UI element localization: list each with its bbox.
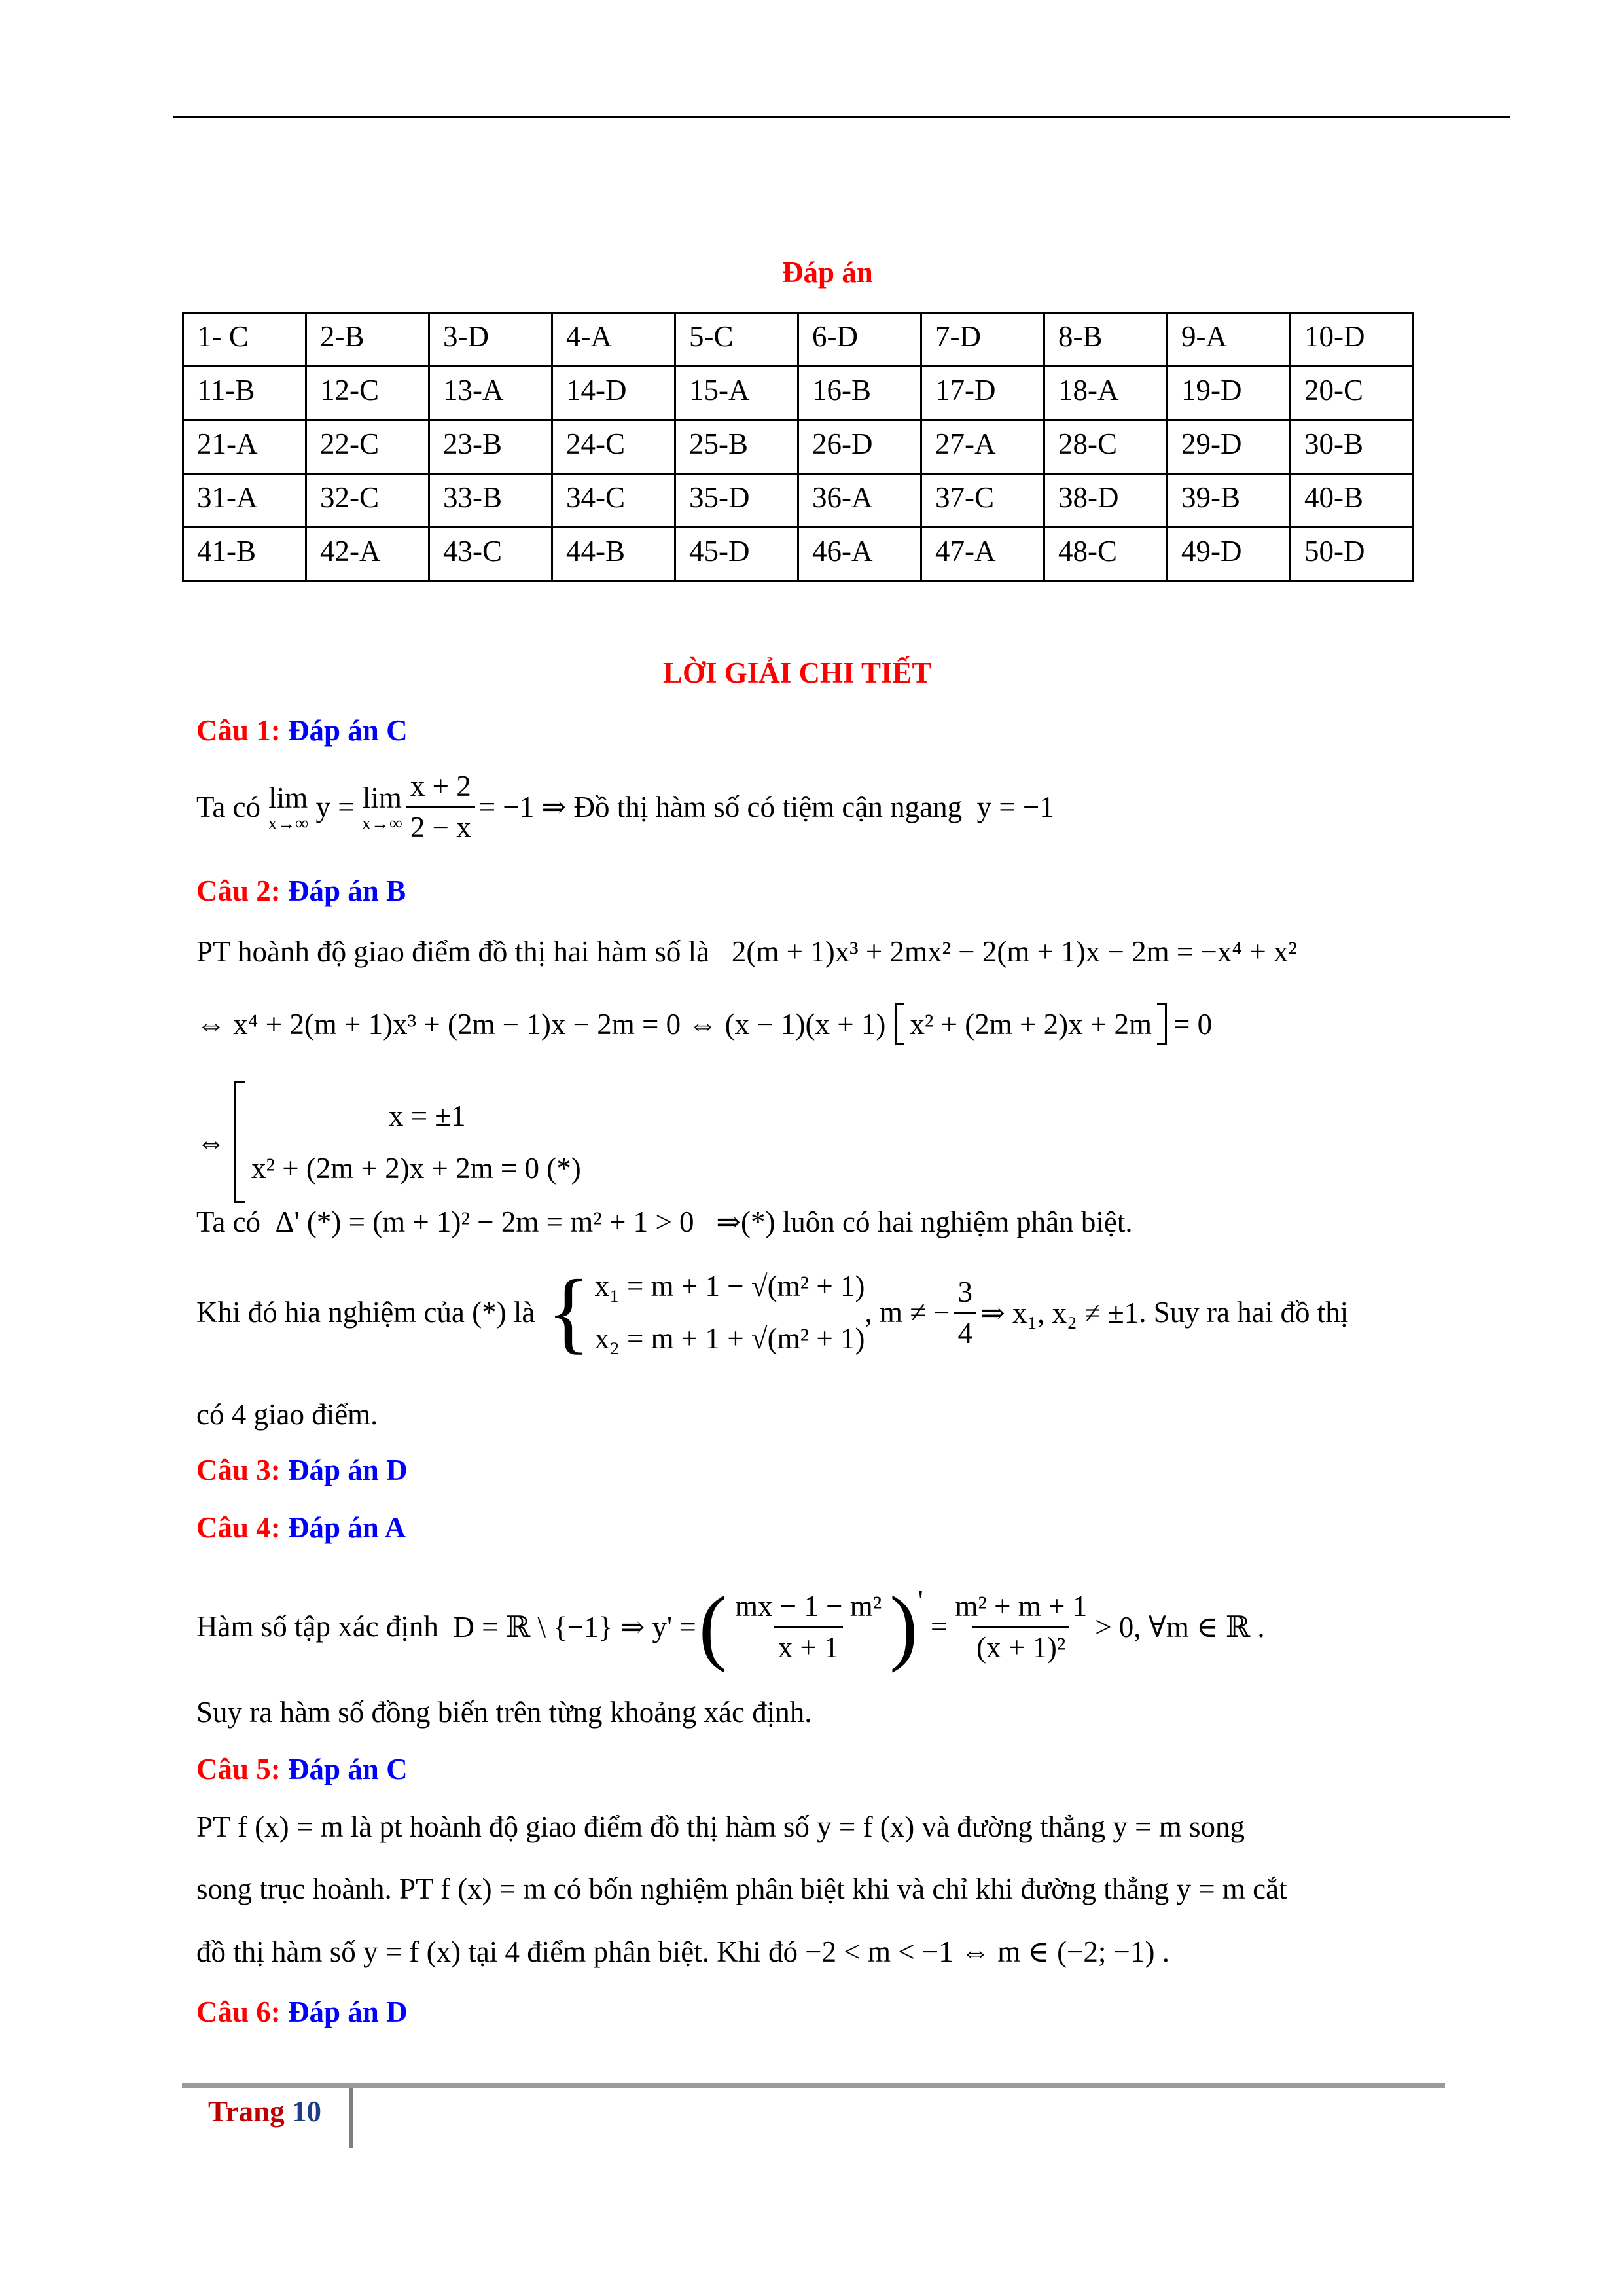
q2-sys-line1: x = ±1 <box>389 1100 466 1132</box>
q5-line2: song trục hoành. PT f (x) = m có bốn nghiệm phân biệt khi và chỉ khi đường thẳng y = m cắt <box>196 1873 1287 1905</box>
q4-open-paren: ( <box>698 1579 728 1674</box>
q2-sys-bracket <box>234 1081 245 1203</box>
answer-cell: 31-A <box>183 474 306 528</box>
q4-result-fraction: $\frac{\text{m² + m + 1}}{\text{(x + 1)²}}$ <box>955 1589 1088 1664</box>
answer-cell: 17-D <box>921 367 1044 420</box>
q2-roots-line <box>196 1260 1348 1365</box>
answer-cell: 16-B <box>798 367 921 420</box>
q2-line2-end: = 0 <box>1173 1008 1213 1041</box>
q2-close-bracket <box>1157 1003 1167 1045</box>
answer-cell: 13-A <box>429 367 552 420</box>
q4-inner-fraction: $\frac{\text{mx − 1 − m²}}{x + 1}$ <box>735 1589 882 1664</box>
answer-cell: 25-B <box>675 420 798 474</box>
q2-line1-math: 2(m + 1)x³ + 2mx² − 2(m + 1)x − 2m = −x⁴ + x² <box>731 935 1297 968</box>
q1-asymptote: y = −1 <box>976 790 1054 823</box>
answer-cell: 29-D <box>1168 420 1291 474</box>
answer-cell: 37-C <box>921 474 1044 528</box>
answer-cell: 18-A <box>1044 367 1168 420</box>
q2-root1: x₁ = m + 1 − √(m² + 1) <box>594 1270 865 1302</box>
q5-heading <box>196 1752 408 1786</box>
answer-cell: 19-D <box>1168 367 1291 420</box>
answer-row <box>183 367 1414 420</box>
q2-cond-fraction: $\frac{3}{4}$ <box>954 1275 977 1350</box>
q2-delta-prefix: Ta có <box>196 1206 261 1238</box>
answer-cell: 23-B <box>429 420 552 474</box>
q5-answer: Đáp án C <box>288 1753 408 1785</box>
q4-label: Câu 4: <box>196 1511 281 1544</box>
q2-sys-symbol: ⇔ <box>196 1126 226 1158</box>
q2-roots-prefix: Khi đó hia nghiệm của (*) là <box>196 1296 535 1329</box>
answer-cell: 32-C <box>306 474 429 528</box>
answer-cell: 45-D <box>675 528 798 581</box>
q2-line1-text: PT hoành độ giao điểm đồ thị hai hàm số là <box>196 935 710 968</box>
q2-cond-prefix: , m ≠ − <box>865 1296 950 1329</box>
q1-label: Câu 1: <box>196 714 281 747</box>
q6-label: Câu 6: <box>196 1996 281 2028</box>
answer-cell: 43-C <box>429 528 552 581</box>
answer-cell: 33-B <box>429 474 552 528</box>
answer-cell: 1- C <box>183 313 306 367</box>
q4-conclusion: Suy ra hàm số đồng biến trên từng khoảng xác định. <box>196 1696 812 1729</box>
q2-root2: x₂ = m + 1 + √(m² + 1) <box>594 1322 865 1355</box>
q1-lim-2: lim x→∞ <box>361 781 402 834</box>
answer-cell: 30-B <box>1291 420 1414 474</box>
footer-rule <box>182 2083 1445 2088</box>
answer-cell: 36-A <box>798 474 921 528</box>
solutions-title: LỜI GIẢI CHI TIẾT <box>663 656 932 689</box>
q4-line <box>196 1579 1265 1674</box>
answer-row <box>183 313 1414 367</box>
q3-answer: Đáp án D <box>288 1454 408 1486</box>
answer-cell: 7-D <box>921 313 1044 367</box>
q3-heading <box>196 1453 408 1487</box>
footer-divider <box>349 2088 353 2148</box>
answer-cell: 15-A <box>675 367 798 420</box>
answer-cell: 5-C <box>675 313 798 367</box>
q2-roots-suffix: . Suy ra hai đồ thị <box>1139 1296 1349 1329</box>
answer-cell: 34-C <box>552 474 675 528</box>
q5-line3: đồ thị hàm số y = f (x) tại 4 điểm phân biệt. Khi đó −2 < m < −1 ⇔ m ∈ (−2; −1) . <box>196 1935 1170 1968</box>
q1-result: = −1 ⇒ <box>478 791 567 823</box>
header-rule <box>173 116 1510 118</box>
answer-cell: 22-C <box>306 420 429 474</box>
answer-cell: 11-B <box>183 367 306 420</box>
q2-delta-suffix: ⇒(*) luôn có hai nghiệm phân biệt. <box>716 1206 1133 1238</box>
q2-sys-line2: x² + (2m + 2)x + 2m = 0 (*) <box>251 1152 581 1185</box>
answer-cell: 14-D <box>552 367 675 420</box>
q4-domain: D = ℝ \ {−1} ⇒ y' = <box>453 1610 696 1643</box>
answer-cell: 27-A <box>921 420 1044 474</box>
answer-cell: 28-C <box>1044 420 1168 474</box>
answer-cell: 42-A <box>306 528 429 581</box>
answer-cell: 20-C <box>1291 367 1414 420</box>
q4-result-tail: > 0, ∀m ∈ ℝ . <box>1095 1610 1265 1643</box>
answer-cell: 12-C <box>306 367 429 420</box>
answer-cell: 38-D <box>1044 474 1168 528</box>
q1-text-prefix: Ta có <box>196 790 261 823</box>
q4-text-prefix: Hàm số tập xác định <box>196 1610 438 1643</box>
answer-cell: 41-B <box>183 528 306 581</box>
answer-cell: 40-B <box>1291 474 1414 528</box>
answer-cell: 50-D <box>1291 528 1414 581</box>
q2-system <box>196 1081 581 1203</box>
q2-conclusion: có 4 giao điểm. <box>196 1398 378 1431</box>
answer-row <box>183 420 1414 474</box>
answer-cell: 35-D <box>675 474 798 528</box>
footer-label: Trang <box>208 2095 285 2128</box>
q2-line2-math: ⇔ x⁴ + 2(m + 1)x³ + (2m − 1)x − 2m = 0 ⇔ (x − 1)(x + 1) <box>196 1008 886 1041</box>
q2-delta-math: Δ' (*) = (m + 1)² − 2m = m² + 1 > 0 <box>275 1206 694 1238</box>
q2-answer: Đáp án B <box>288 874 406 907</box>
q2-open-bracket <box>895 1003 904 1045</box>
q4-answer: Đáp án A <box>288 1511 406 1544</box>
answer-cell: 21-A <box>183 420 306 474</box>
answer-row <box>183 528 1414 581</box>
q1-y-eq: y = <box>315 790 355 823</box>
answer-cell: 8-B <box>1044 313 1168 367</box>
q2-line1 <box>196 935 1297 969</box>
answer-key-table <box>182 312 1414 582</box>
answer-cell: 6-D <box>798 313 921 367</box>
answer-key-title: Đáp án <box>782 256 873 289</box>
q1-fraction: $\frac{x + 2}{2 - x}$ <box>406 769 475 844</box>
q5-line1: PT f (x) = m là pt hoành độ giao điểm đồ thị hàm số y = f (x) và đường thẳng y = m song <box>196 1810 1245 1843</box>
q1-heading <box>196 713 408 747</box>
q4-close-paren: ) <box>889 1579 918 1674</box>
q2-label: Câu 2: <box>196 874 281 907</box>
answer-cell: 47-A <box>921 528 1044 581</box>
answer-cell: 26-D <box>798 420 921 474</box>
q6-answer: Đáp án D <box>288 1996 408 2028</box>
page-number: 10 <box>291 2095 321 2128</box>
q1-text-suffix: Đồ thị hàm số có tiệm cận ngang <box>573 790 963 823</box>
answer-cell: 24-C <box>552 420 675 474</box>
answer-cell: 48-C <box>1044 528 1168 581</box>
q4-prime: ' <box>918 1585 923 1617</box>
q2-roots-brace: { <box>546 1261 591 1363</box>
answer-cell: 2-B <box>306 313 429 367</box>
answer-cell: 9-A <box>1168 313 1291 367</box>
answer-cell: 39-B <box>1168 474 1291 528</box>
q1-lim-1: lim x→∞ <box>268 781 309 834</box>
q5-label: Câu 5: <box>196 1753 281 1785</box>
q2-line2-bracket: x² + (2m + 2)x + 2m <box>910 1008 1152 1041</box>
answer-cell: 10-D <box>1291 313 1414 367</box>
answer-cell: 3-D <box>429 313 552 367</box>
q4-heading <box>196 1511 406 1545</box>
answer-row <box>183 474 1414 528</box>
q2-delta-line <box>196 1204 1133 1239</box>
answer-cell: 46-A <box>798 528 921 581</box>
page-footer <box>208 2094 321 2128</box>
q1-answer: Đáp án C <box>288 714 408 747</box>
q1-line <box>196 769 1054 844</box>
q6-heading <box>196 1995 408 2029</box>
answer-cell: 49-D <box>1168 528 1291 581</box>
answer-cell: 44-B <box>552 528 675 581</box>
q4-eq: = <box>930 1610 948 1643</box>
q3-label: Câu 3: <box>196 1454 281 1486</box>
q2-cond-suffix: ⇒ x₁, x₂ ≠ ±1 <box>980 1296 1139 1329</box>
answer-cell: 4-A <box>552 313 675 367</box>
q2-heading <box>196 874 406 908</box>
q2-line2 <box>196 1003 1212 1045</box>
